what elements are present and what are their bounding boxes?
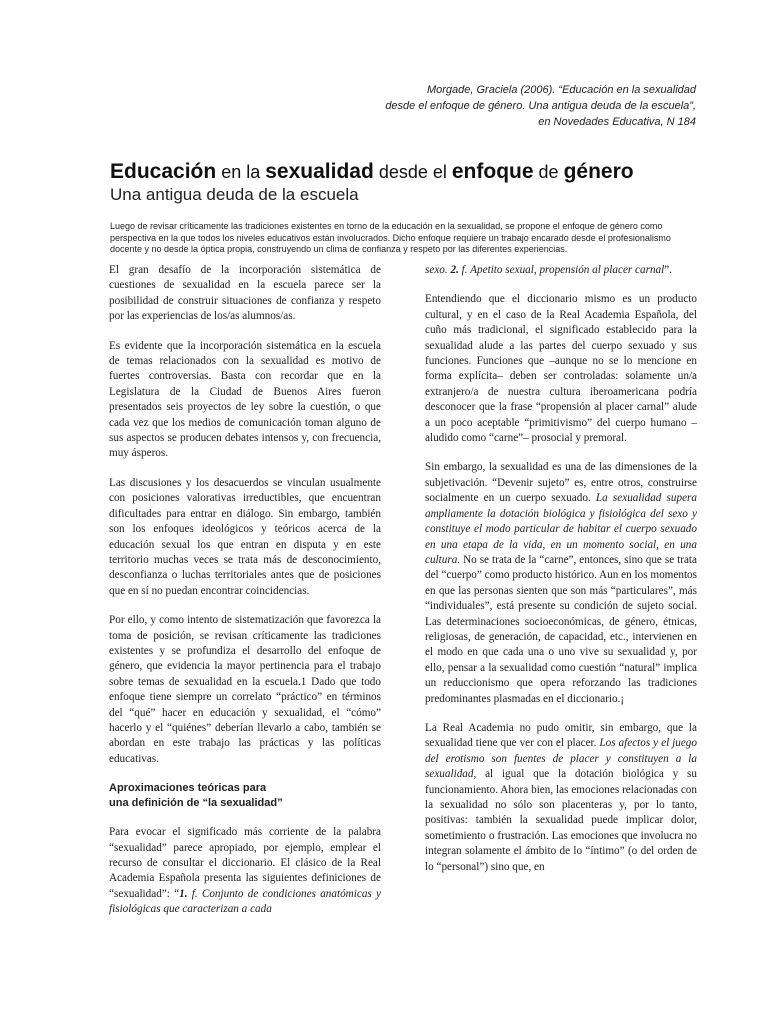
emphasis-text: Los afectos y el juego del erotismo son fuentes de placer y constituyen a la sexualidad, [425,737,697,781]
section-heading [109,781,381,811]
title-word: género [563,160,634,183]
definition-text: f. Conjunto de condiciones anatómicas y fisiológicas que caracterizan a cada [109,887,381,916]
definition-text: sexo. [425,264,451,276]
paragraph [425,721,697,875]
paragraph: Es evidente que la incorporación sistemática en la escuela de temas relacionados con la sexualidad es motivo de fuertes controversias. Basta con recordar que en la Legislatura de la Ciudad de Buenos Aires fueron presentados seis proyectos de ley sobre la cuestión, o que cada vez que los medios de comunicación toman alguno de sus aspectos se producen debates intensos y, con frecuencia, muy ásperos. [109,339,381,460]
title-word: desde el [373,162,452,182]
text-run: Sin embargo, la sexualidad es una de las dimensiones de la subjetivación. “Devenir sujeto” es, entre otros, construirse socialmente en un cuerpo sexuado. [425,461,697,505]
paragraph: Por ello, y como intento de sistematización que favorezca la toma de posición, se revisan críticamente las tradiciones existentes y se profundiza el desarrollo del enfoque de género, que evidencia la mayor pertinencia para el trabajo sobre temas de sexualidad en la escuela.1 Dado que todo enfoque tiene siempre un correlato “práctico” en términos del “qué” hacer en educación y sexualidad, el “cómo” hacerlo y el “quiénes” deberían llevarlo a cabo, también se abordan en este trabajo las prácticas y las políticas educativas. [109,614,381,765]
abstract: Luego de revisar críticamente las tradiciones existentes en torno de la educación en la sexualidad, se propone el enfoque de género como perspectiva en la que todos los niveles educativos están involucrados. Dicho enfoque requiere un trabajo encarado desde el profesionalismo docente y no desde la óptica propia, construyendo un clima de confianza y respeto por las diferentes experiencias. [110,221,671,254]
paragraph: El gran desafío de la incorporación sistemática de cuestiones de sexualidad en la escuela parece ser la posibilidad de construir situaciones de confianza y respeto por las experiencias de los/as alumnos/as. [109,264,381,323]
text-run: No se trata de la “carne”, entonces, sino que se trata del “cuerpo” como producto histórico. Aun en los momentos en que las personas sienten que son más “particulares”, más “individuales”, está presente su condición de sujeto social. Las determinaciones socioeconómicas, de género, étnicas, religiosas, de generación, de capacidad, etc., intervienen en el modo en que cada una o uno vive su sexualidad y, por ello, pensar a la sexualidad como cuestión “natural” implica un reduccionismo que opera reforzando las tradiciones predominantes plasmadas en el diccionario.¡ [425,553,697,705]
paragraph [425,263,697,278]
text-run: La Real Academia no pudo omitir, sin embargo, que la sexualidad tiene que ver con el placer. [425,721,697,750]
definition-number: 1. [179,887,188,900]
section-heading-line: una definición de “la sexualidad” [109,797,283,810]
definition-number: 2. [450,264,459,276]
text-run: Para evocar el significado más corriente de la palabra “sexualidad” parece apropiado, por ejemplo, emplear el recurso de consultar el diccionario. El clásico de la Real Academia Española presenta las siguientes definiciones de “sexualidad”: “ [109,826,381,900]
paragraph [109,825,381,917]
title-word: en la [216,162,266,182]
paragraph: Entendiendo que el diccionario mismo es un producto cultural, y en el caso de la Real Academia Española, del cuño más tradicional, el significado establecido para la sexualidad alude a las partes del cuerpo sexuado y sus funciones. Funciones que –aunque no se lo mencione en forma explícita– deben ser controladas: solamente un/a extranjero/a de nuestra cultura iberoamericana podría desconocer que la frase “propensión al placer carnal” alude a un poco aceptable “primitivismo” del cuerpo humano –aludido como “carne”– prosocial y premoral. [425,293,697,445]
title-word: Educación [110,160,217,183]
article-title [110,158,710,186]
definition-text: f. Apetito sexual, propensión al placer carnal [458,264,665,276]
article-subtitle: Una antigua deuda de la escuela [110,185,359,204]
text-run: al igual que la dotación biológica y su funcionamiento. Ahora bien, las emociones relacionadas con la sexualidad no sólo son placenteras y, por lo tanto, positivas: también la sexualidad puede implicar dolor, sometimiento o frustración. Las emociones que involucra no integran solamente el ámbito de lo “íntimo” (o del orden de lo “personal”) sino que, en [425,768,697,873]
section-heading-line: Aproximaciones teóricas para [109,782,267,795]
citation-line: Morgade, Graciela (2006). “Educación en la sexualidad [426,84,696,96]
citation [136,82,696,130]
citation-line: en Novedades Educativa, N 184 [538,116,696,128]
text-run: ”. [664,264,673,276]
emphasis-text: La sexualidad supera ampliamente la dotación biológica y fisiológica del sexo y constituye el modo particular de habitar el cuerpo sexuado en una etapa de la vida, en un momento social, en una cultura. [425,492,697,566]
paragraph: Las discusiones y los desacuerdos se vinculan usualmente con posiciones valorativas irreductibles, que encuentran dificultades para entrar en diálogo. Sin embargo, también son los enfoques ideológicos y teóricos acerca de la educación sexual los que entran en disputa y en este territorio muchas veces se trata más de desconocimiento, desconfianza o luchas territoriales antes que de posiciones que en sí no puedan encontrar coincidencias. [109,476,381,597]
title-word: enfoque [451,160,534,183]
right-column [425,263,697,875]
left-column [109,263,381,918]
title-word: sexualidad [265,160,374,183]
title-word: de [533,162,564,182]
citation-line: desde el enfoque de género. Una antigua deuda de la escuela”, [385,100,696,112]
paragraph [425,460,697,707]
